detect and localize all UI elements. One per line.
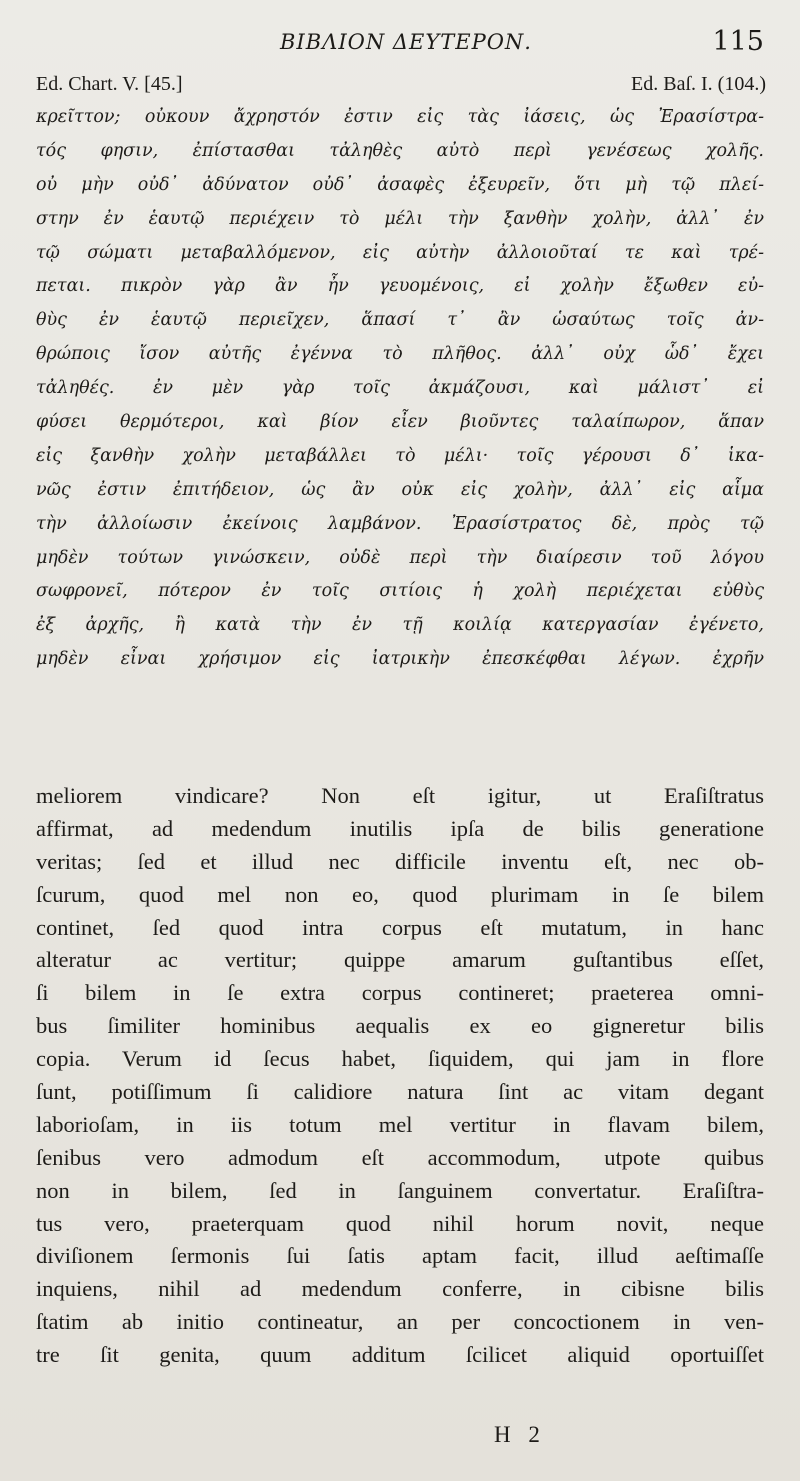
- greek-line: τῷ σώματι μεταβαλλόμενον, εἰς αὐτὴν ἀλλοιοῦταί τε καὶ τρέ-: [36, 242, 764, 263]
- latin-line: bus ſimiliter hominibus aequalis ex eo gigneretur bilis: [36, 1013, 764, 1039]
- greek-line: στην ἐν ἑαυτῷ περιέχειν τὸ μέλι τὴν ξανθὴν χολὴν, ἀλλ᾽ ἐν: [36, 208, 764, 229]
- latin-line: ſi bilem in ſe extra corpus contineret; praeterea omni-: [36, 980, 764, 1006]
- greek-line: οὐ μὴν οὐδ᾽ ἀδύνατον οὐδ᾽ ἀσαφὲς ἐξευρεῖν, ὅτι μὴ τῷ πλεί-: [36, 174, 764, 195]
- greek-line: κρεῖττον; οὐκουν ἄχρηστόν ἐστιν εἰς τὰς ἰάσεις, ὡς Ἐρασίστρα-: [36, 107, 764, 127]
- greek-text-block: [36, 101, 764, 677]
- latin-line: ſunt, potiſſimum ſi calidiore natura ſint ac vitam degant: [36, 1079, 764, 1105]
- edition-references: [36, 73, 766, 99]
- latin-line: ſenibus vero admodum eſt accommodum, utpote quibus: [36, 1144, 764, 1170]
- greek-line: νῶς ἐστιν ἐπιτήδειον, ὡς ἂν οὐκ εἰς χολὴν, ἀλλ᾽ εἰς αἷμα: [36, 479, 764, 500]
- edition-chartier-reference: Ed. Chart. V. [45.]: [36, 73, 183, 95]
- greek-line: ἐξ ἀρχῆς, ἢ κατὰ τὴν ἐν τῇ κοιλίᾳ κατεργασίαν ἐγένετο,: [36, 615, 764, 636]
- latin-line: diviſionem ſermonis ſui ſatis aptam facit, illud aeſtimaſſe: [36, 1243, 764, 1269]
- greek-line: τὴν ἀλλοίωσιν ἐκείνοις λαμβάνον. Ἐρασίστρατος δὲ, πρὸς τῷ: [36, 513, 764, 534]
- latin-line: meliorem vindicare? Non eſt igitur, ut Eraſiſtratus: [36, 783, 764, 808]
- greek-line: φύσει θερμότεροι, καὶ βίον εἶεν βιοῦντες ταλαίπωρον, ἅπαν: [36, 412, 764, 433]
- latin-line: inquiens, nihil ad medendum conferre, in cibisne bilis: [36, 1276, 764, 1302]
- greek-line: θὺς ἐν ἑαυτῷ περιεῖχεν, ἅπασί τ᾽ ἂν ὡσαύτως τοῖς ἀν-: [36, 310, 764, 331]
- latin-line: laborioſam, in iis totum mel vertitur in flavam bilem,: [36, 1111, 764, 1137]
- latin-line: copia. Verum id ſecus habet, ſiquidem, qui jam in flore: [36, 1046, 764, 1072]
- latin-line: non in bilem, ſed in ſanguinem convertatur. Eraſiſtra-: [36, 1177, 764, 1203]
- latin-text-block: [36, 780, 764, 1372]
- greek-line: εἰς ξανθὴν χολὴν μεταβάλλει τὸ μέλι· τοῖς γέρουσι δ᾽ ἱκα-: [36, 445, 764, 466]
- greek-line: τἀληθές. ἐν μὲν γὰρ τοῖς ἀκμάζουσι, καὶ μάλιστ᾽ εἰ: [36, 378, 764, 399]
- latin-line: affirmat, ad medendum inutilis ipſa de bilis generatione: [36, 815, 764, 841]
- latin-line: continet, ſed quod intra corpus eſt mutatum, in hanc: [36, 914, 764, 940]
- greek-line: μηδὲν εἶναι χρήσιμον εἰς ἰατρικὴν ἐπεσκέφθαι λέγων. ἐχρῆν: [36, 649, 764, 670]
- page-number: 115: [712, 26, 764, 57]
- running-title: ΒΙΒΛΙΟΝ ΔΕΥΤΕΡΟΝ.: [280, 30, 532, 54]
- latin-line: alteratur ac vertitur; quippe amarum guſtantibus eſſet,: [36, 947, 764, 973]
- latin-line: tus vero, praeterquam quod nihil horum novit, neque: [36, 1210, 764, 1236]
- edition-basel-reference: Ed. Baſ. I. (104.): [631, 73, 766, 95]
- signature-mark: H 2: [494, 1422, 546, 1447]
- greek-line: σωφρονεῖ, πότερον ἐν τοῖς σιτίοις ἡ χολὴ περιέχεται εὐθὺς: [36, 581, 764, 602]
- running-head: [0, 26, 800, 60]
- greek-line: πεται. πικρὸν γὰρ ἂν ἦν γευομένοις, εἰ χολὴν ἔξωθεν εὐ-: [36, 276, 764, 297]
- latin-line: ſtatim ab initio contineatur, an per concoctionem in ven-: [36, 1309, 764, 1335]
- greek-line: μηδὲν τούτων γινώσκειν, οὐδὲ περὶ τὴν διαίρεσιν τοῦ λόγου: [36, 547, 764, 568]
- greek-line: θρώποις ἴσον αὐτῆς ἐγέννα τὸ πλῆθος. ἀλλ᾽ οὐχ ὧδ᾽ ἔχει: [36, 344, 764, 365]
- greek-line: τός φησιν, ἐπίστασθαι τἀληθὲς αὐτὸ περὶ γενέσεως χολῆς.: [36, 140, 764, 161]
- latin-line: ſcurum, quod mel non eo, quod plurimam in ſe bilem: [36, 881, 764, 907]
- latin-line: tre ſit genita, quum additum ſcilicet aliquid oportuiſſet: [36, 1342, 764, 1368]
- latin-line: veritas; ſed et illud nec difficile inventu eſt, nec ob-: [36, 848, 764, 874]
